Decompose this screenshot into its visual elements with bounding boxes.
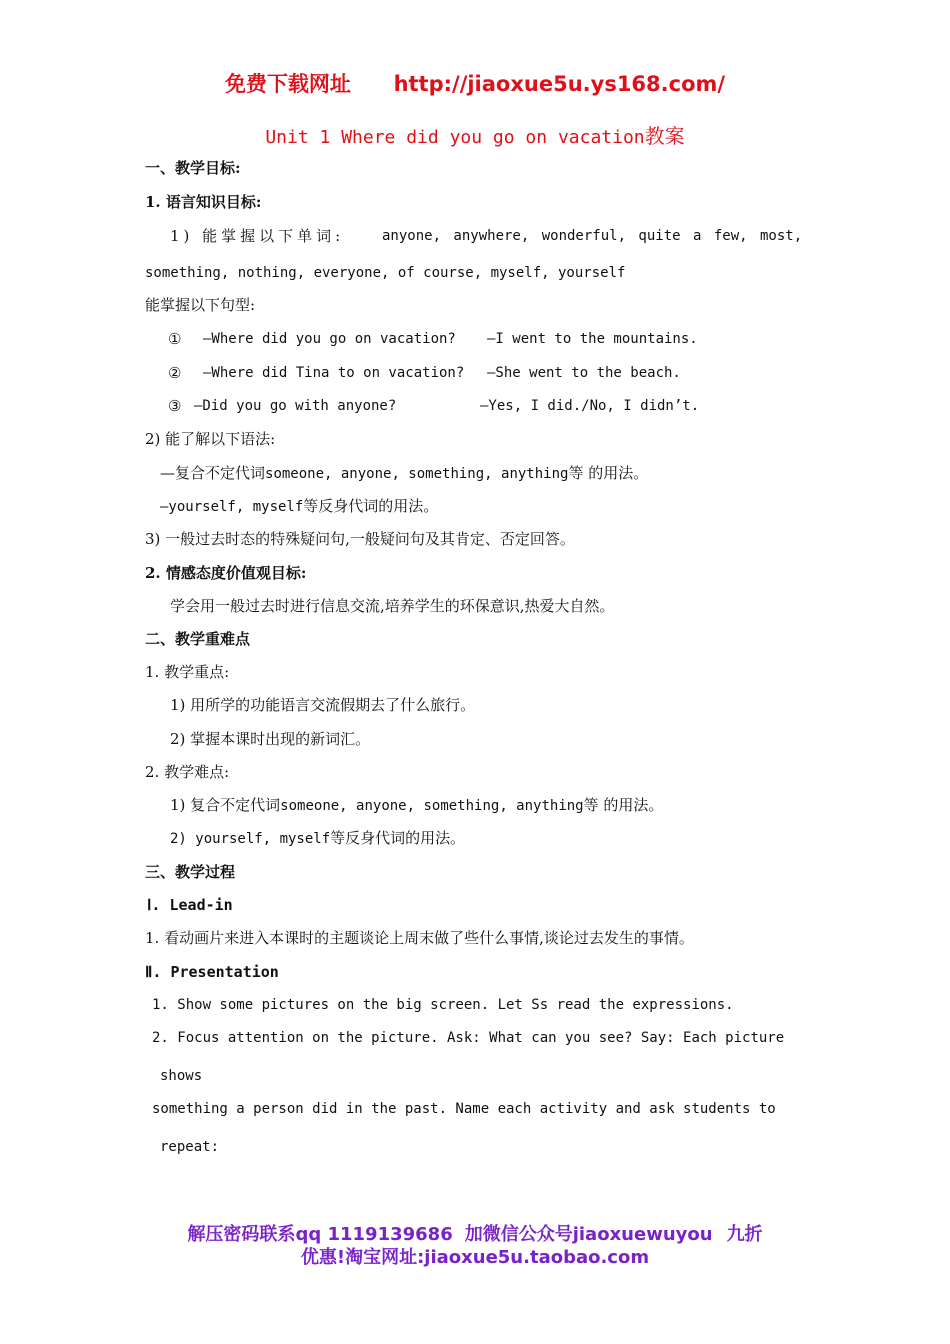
sentences-intro: 能掌握以下句型: (145, 296, 256, 314)
difficult-1-suffix: 等 的用法。 (583, 796, 664, 814)
lead-in-step-1: 1. 看动画片来进入本课时的主题谈论上周末做了些什么事情,谈论过去发生的事情。 (145, 929, 694, 947)
sentence-2-answer: —She went to the beach. (487, 365, 681, 381)
title-english: Unit 1 Where did you go on vacation (265, 127, 645, 148)
difficult-1-words: someone, anyone, something, anything (280, 798, 584, 814)
sentence-1-question: —Where did you go on vacation? (203, 331, 456, 347)
footer-line-2 (0, 1243, 950, 1269)
grammar-1-prefix: —复合不定代词 (160, 464, 266, 482)
difficult-2-suffix: 等反身代词的用法。 (330, 829, 466, 847)
header-label: 免费下载网址 (224, 72, 351, 96)
grammar-1-suffix: 等 的用法。 (568, 464, 649, 482)
footer-discount: 九折 (726, 1224, 763, 1245)
lead-in-heading: Ⅰ. Lead-in (147, 896, 233, 914)
vocab-line-2: something, nothing, everyone, of course, myself, yourself (145, 265, 626, 281)
footer-qq: qq 1119139686 (295, 1224, 453, 1245)
grammar-item-2 (160, 496, 438, 517)
difficult-points-heading: 2. 教学难点: (145, 763, 230, 781)
presentation-step-2-line-3: something a person did in the past. Name each activity and ask students to (152, 1101, 776, 1117)
vocab-intro: 1) 能掌握以下单词: (170, 227, 345, 245)
title-chinese: 教案 (644, 124, 685, 148)
subsection-1-2-heading: 2. 情感态度价值观目标: (145, 564, 307, 582)
header-url-link[interactable]: http://jiaoxue5u.ys168.com/ (393, 72, 726, 96)
grammar-item-1 (160, 463, 648, 484)
key-point-2: 2) 掌握本课时出现的新词汇。 (170, 730, 371, 748)
grammar-1-words: someone, anyone, something, anything (265, 466, 569, 482)
presentation-step-2-line-1: 2. Focus attention on the picture. Ask: What can you see? Say: Each picture (152, 1030, 785, 1046)
grammar-item-3: 3) 一般过去时态的特殊疑问句,一般疑问句及其肯定、否定回答。 (145, 530, 575, 548)
sentence-1-answer: —I went to the mountains. (487, 331, 698, 347)
difficult-1-prefix: 1) 复合不定代词 (170, 796, 281, 814)
sentence-1-number: ① (168, 330, 182, 348)
subsection-1-2-body: 学会用一般过去时进行信息交流,培养学生的环保意识,热爱大自然。 (170, 597, 615, 615)
sentence-3-answer: —Yes, I did./No, I didn’t. (480, 398, 700, 414)
difficult-2-words: 2) yourself, myself (170, 831, 331, 847)
difficult-point-2 (170, 828, 465, 849)
section-2-heading: 二、教学重难点 (145, 630, 251, 648)
key-points-heading: 1. 教学重点: (145, 663, 230, 681)
footer-taobao-label: 优惠!淘宝网址: (300, 1247, 425, 1268)
section-1-heading: 一、教学目标: (145, 159, 241, 177)
sentence-2-question: —Where did Tina to on vacation? (203, 365, 465, 381)
presentation-heading: Ⅱ. Presentation (145, 963, 279, 981)
sentence-2-number: ② (168, 364, 182, 382)
sentence-3-question: —Did you go with anyone? (194, 398, 397, 414)
key-point-1: 1) 用所学的功能语言交流假期去了什么旅行。 (170, 696, 476, 714)
download-header (0, 68, 950, 98)
footer-password-label: 解压密码联系 (187, 1224, 296, 1245)
presentation-step-1: 1. Show some pictures on the big screen. Let Ss read the expressions. (152, 997, 734, 1013)
difficult-point-1 (170, 795, 663, 816)
vocab-line-1: anyone, anywhere, wonderful, quite a few, most, (382, 228, 803, 244)
footer-wechat-label: 加微信公众号 (464, 1224, 573, 1245)
footer-taobao-link[interactable]: jiaoxue5u.taobao.com (424, 1247, 650, 1268)
footer-wechat-id: jiaoxuewuyou (572, 1224, 713, 1245)
grammar-intro: 2) 能了解以下语法: (145, 430, 276, 448)
page-title (0, 120, 950, 149)
sentence-3-number: ③ (168, 397, 182, 415)
subsection-1-1-heading: 1. 语言知识目标: (145, 193, 262, 211)
presentation-step-2-line-4: repeat: (160, 1139, 220, 1155)
section-3-heading: 三、教学过程 (145, 863, 236, 881)
presentation-step-2-line-2: shows (160, 1068, 203, 1084)
grammar-2-suffix: 等反身代词的用法。 (303, 497, 439, 515)
grammar-2-words: —yourself, myself (160, 499, 304, 515)
